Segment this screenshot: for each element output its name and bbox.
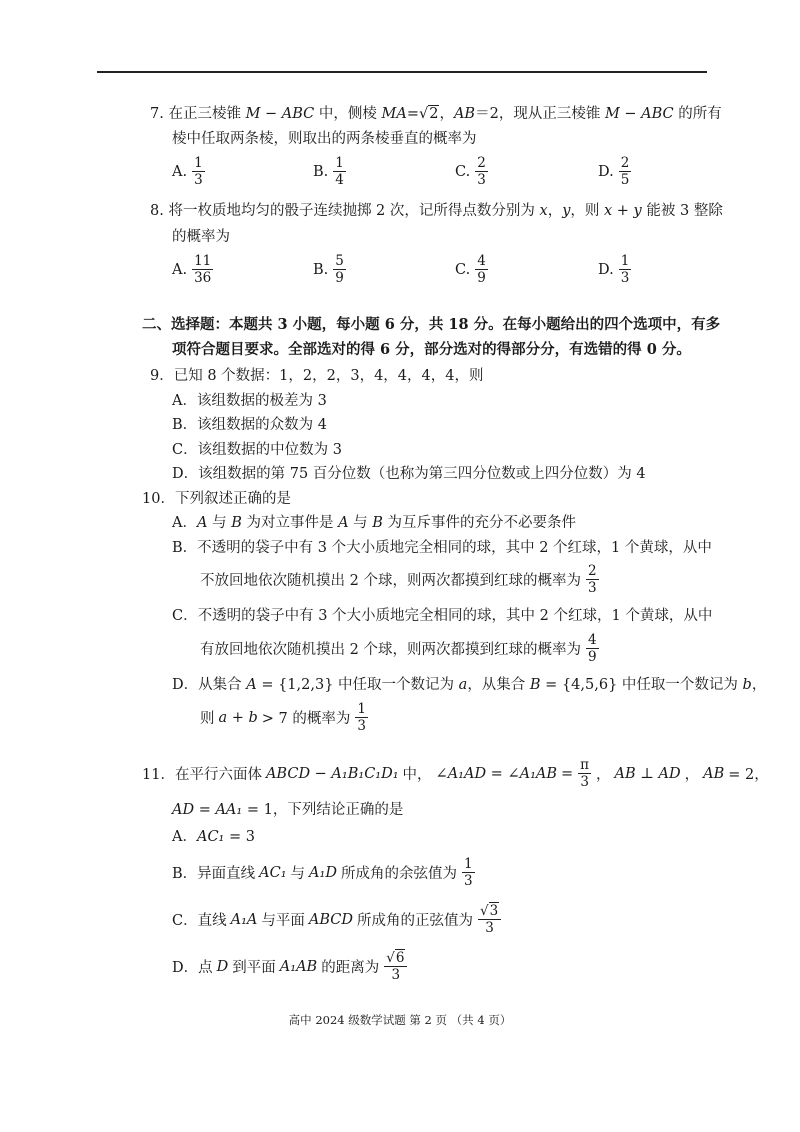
math: x + y: [604, 203, 642, 219]
text: ，: [596, 767, 611, 784]
text: ，: [439, 106, 454, 122]
numerator: √3: [478, 904, 501, 920]
numerator: 11: [194, 253, 212, 269]
q8-option-b[interactable]: [313, 254, 347, 285]
math: A₁D: [309, 864, 337, 881]
text: D．从集合: [172, 677, 247, 693]
text: 不放回地依次随机摸出 2 个球，则两次都摸到红球的概率为: [200, 573, 581, 590]
text: B．异面直线: [172, 866, 256, 883]
section2-line1: 二、选择题：本题共 3 小题，每小题 6 分，共 18 分。在每小题给出的四个选项中，有多: [142, 316, 721, 333]
math: A: [338, 515, 349, 531]
text: 为互斥事件的充分不必要条件: [382, 515, 577, 531]
q7-option-d[interactable]: [598, 156, 632, 187]
radicand: 3: [489, 903, 499, 919]
q9-option-d[interactable]: D．该组数据的第 75 百分位数（也称为第三四分位数或上四分位数）为 4: [172, 466, 646, 482]
option-label: C.: [455, 261, 471, 278]
fraction: [355, 702, 368, 733]
text: 为对立事件是: [241, 515, 339, 531]
fraction: [619, 156, 632, 187]
radicand: 6: [395, 950, 405, 966]
fraction: [384, 951, 407, 982]
text: ，从集合: [467, 677, 530, 693]
fraction: [619, 254, 632, 285]
math: B: [529, 677, 541, 693]
option-label: C.: [455, 163, 471, 180]
text: 的距离为: [321, 960, 380, 977]
q8-option-a[interactable]: [172, 254, 214, 285]
q7-number: 7.: [150, 106, 164, 122]
denominator: 4: [335, 172, 344, 189]
text: 则: [200, 711, 215, 728]
text: 与: [348, 515, 373, 531]
text: 与平面: [261, 913, 305, 930]
q11-option-b[interactable]: [172, 857, 476, 888]
numerator: 5: [335, 253, 344, 269]
text: 能被 3 整除: [641, 203, 723, 219]
text: 到平面: [232, 960, 276, 977]
text: 的所有: [673, 106, 722, 122]
numerator: 1: [194, 155, 203, 171]
q7-option-b[interactable]: [313, 156, 347, 187]
text: =√: [406, 106, 429, 122]
text: 所成角的正弦值为: [357, 913, 473, 930]
math: A₁A: [230, 911, 258, 928]
numerator: π: [580, 757, 590, 773]
math: ∠A₁AD = ∠A₁AB: [435, 765, 558, 782]
denominator: 3: [477, 172, 486, 189]
fraction: [478, 904, 501, 935]
numerator: 1: [463, 856, 473, 872]
text: 与: [290, 866, 306, 883]
text: 中，侧棱: [314, 106, 382, 122]
option-label: B.: [313, 163, 329, 180]
text: = {1,2,3} 中任取一个数记为: [256, 677, 459, 693]
math: AB: [703, 765, 725, 782]
math: M − ABC: [604, 106, 674, 122]
denominator: 5: [620, 172, 630, 189]
denominator: 3: [587, 580, 597, 597]
q10-option-d-line1[interactable]: [172, 677, 766, 694]
math: AC₁: [196, 829, 225, 845]
q11-line1: [142, 758, 769, 789]
math: ABCD: [308, 911, 353, 928]
fraction: [586, 633, 599, 664]
numerator: 1: [620, 253, 630, 269]
q9-option-c[interactable]: C．该组数据的中位数为 3: [172, 442, 342, 458]
q10-option-b-line2: [200, 564, 600, 595]
denominator: 9: [335, 270, 344, 287]
denominator: 3: [485, 920, 494, 937]
math: x: [539, 203, 548, 219]
section2-line2: 项符合题目要求。全部选对的得 6 分，部分选对的得部分分，有选错的得 0 分。: [172, 341, 691, 358]
q9-option-b[interactable]: B．该组数据的众数为 4: [172, 417, 327, 433]
text: 有放回地依次随机摸出 2 个球，则两次都摸到红球的概率为: [200, 642, 581, 659]
math: A₁AB: [279, 958, 318, 975]
math: B: [372, 515, 383, 531]
fraction: [192, 156, 205, 187]
text: ＝2，现从正三棱锥: [475, 106, 605, 122]
q11-line2: [172, 802, 403, 819]
q9-option-a[interactable]: A．该组数据的极差为 3: [172, 393, 327, 409]
text: ，: [547, 203, 563, 219]
header-rule: [97, 71, 707, 73]
q10-stem: 10．下列叙述正确的是: [142, 491, 291, 507]
math: y: [562, 203, 571, 219]
text: A．: [172, 515, 197, 531]
denominator: 3: [620, 270, 630, 287]
text: = {4,5,6} 中任取一个数记为: [540, 677, 743, 693]
option-label: B.: [313, 261, 329, 278]
denominator: 9: [477, 270, 486, 287]
q10-option-c-line1[interactable]: C．不透明的袋子中有 3 个大小质地完全相同的球，其中 2 个红球，1 个黄球，从中: [172, 608, 713, 624]
numerator: 2: [477, 155, 486, 171]
math: A: [246, 677, 257, 693]
option-label: D.: [598, 261, 614, 278]
numerator: 4: [587, 632, 597, 648]
text: 在正三棱锥: [168, 106, 246, 122]
q8-option-d[interactable]: [598, 254, 632, 285]
text: 将一枚质地均匀的骰子连续抛掷 2 次，记所得点数分别为: [168, 203, 540, 219]
math: D: [216, 958, 229, 975]
denominator: 36: [194, 270, 212, 287]
math: AB ⊥ AD: [614, 765, 681, 782]
text: 所成角的余弦值为: [340, 866, 457, 883]
numerator: √6: [384, 951, 407, 967]
numerator: 2: [587, 563, 597, 579]
fraction: [475, 156, 488, 187]
option-label: A.: [172, 163, 188, 180]
denominator: 3: [391, 967, 401, 984]
text: 中，: [402, 767, 432, 784]
text: = 3: [224, 829, 255, 845]
numerator: 2: [620, 155, 630, 171]
q7-line1: [150, 106, 722, 123]
text: ，则: [570, 203, 605, 219]
page-footer: 高中 2024 级数学试题 第 2 页 （共 4 页）: [288, 1013, 512, 1027]
math: 2: [429, 106, 439, 122]
text: D．点: [172, 960, 213, 977]
math: M − ABC: [245, 106, 315, 122]
q8-option-c[interactable]: [455, 254, 489, 285]
text: > 7 的概率为: [261, 711, 351, 728]
text: ，: [751, 677, 767, 693]
text: 11．在平行六面体: [142, 767, 262, 784]
denominator: 3: [194, 172, 203, 189]
numerator: 4: [477, 253, 486, 269]
math: AB: [453, 106, 476, 122]
fraction: [333, 156, 346, 187]
fraction: [475, 254, 488, 285]
numerator: 1: [357, 701, 366, 717]
text: =: [561, 765, 574, 782]
math: B: [231, 515, 242, 531]
text: A．: [172, 829, 197, 845]
q7-line2: 棱中任取两条棱，则取出的两条棱垂直的概率为: [172, 131, 477, 147]
fraction: [333, 254, 346, 285]
fraction: [462, 857, 475, 888]
denominator: 9: [587, 649, 597, 666]
option-label: D.: [598, 163, 614, 180]
q8-line2: 的概率为: [172, 229, 230, 245]
text: ，: [684, 767, 700, 784]
math: b: [742, 677, 752, 693]
math: A: [196, 515, 208, 531]
q8-number: 8.: [150, 203, 164, 219]
q11-option-a[interactable]: [172, 829, 255, 846]
q7-option-c[interactable]: [455, 156, 489, 187]
math: MA: [381, 106, 407, 122]
q10-option-d-line2: [200, 702, 369, 733]
q8-line1: [150, 203, 723, 220]
q10-option-b-line1[interactable]: B．不透明的袋子中有 3 个大小质地完全相同的球，其中 2 个红球，1 个黄球，从中: [172, 540, 712, 556]
math: a + b: [218, 709, 258, 726]
q7-option-a[interactable]: [172, 156, 206, 187]
fraction: [578, 758, 591, 789]
denominator: 3: [357, 718, 366, 735]
q11-option-c[interactable]: [172, 904, 502, 935]
math: a: [458, 677, 468, 693]
fraction: [192, 254, 213, 285]
q11-option-d[interactable]: [172, 951, 408, 982]
text: = 2，: [728, 767, 769, 784]
text: = 1，下列结论正确的是: [242, 802, 404, 818]
q9-stem: 9．已知 8 个数据：1，2，2，3，4，4，4，4，则: [150, 368, 484, 384]
denominator: 3: [580, 774, 589, 791]
fraction: [586, 564, 599, 595]
denominator: 3: [463, 873, 473, 890]
option-label: A.: [172, 261, 188, 278]
text: C．直线: [172, 913, 227, 930]
math: AC₁: [259, 864, 287, 881]
math: ABCD − A₁B₁C₁D₁: [265, 765, 399, 782]
numerator: 1: [335, 155, 344, 171]
q10-option-c-line2: [200, 633, 600, 664]
text: 与: [207, 515, 232, 531]
q10-option-a[interactable]: [172, 515, 576, 532]
math: AD = AA₁: [172, 802, 243, 818]
